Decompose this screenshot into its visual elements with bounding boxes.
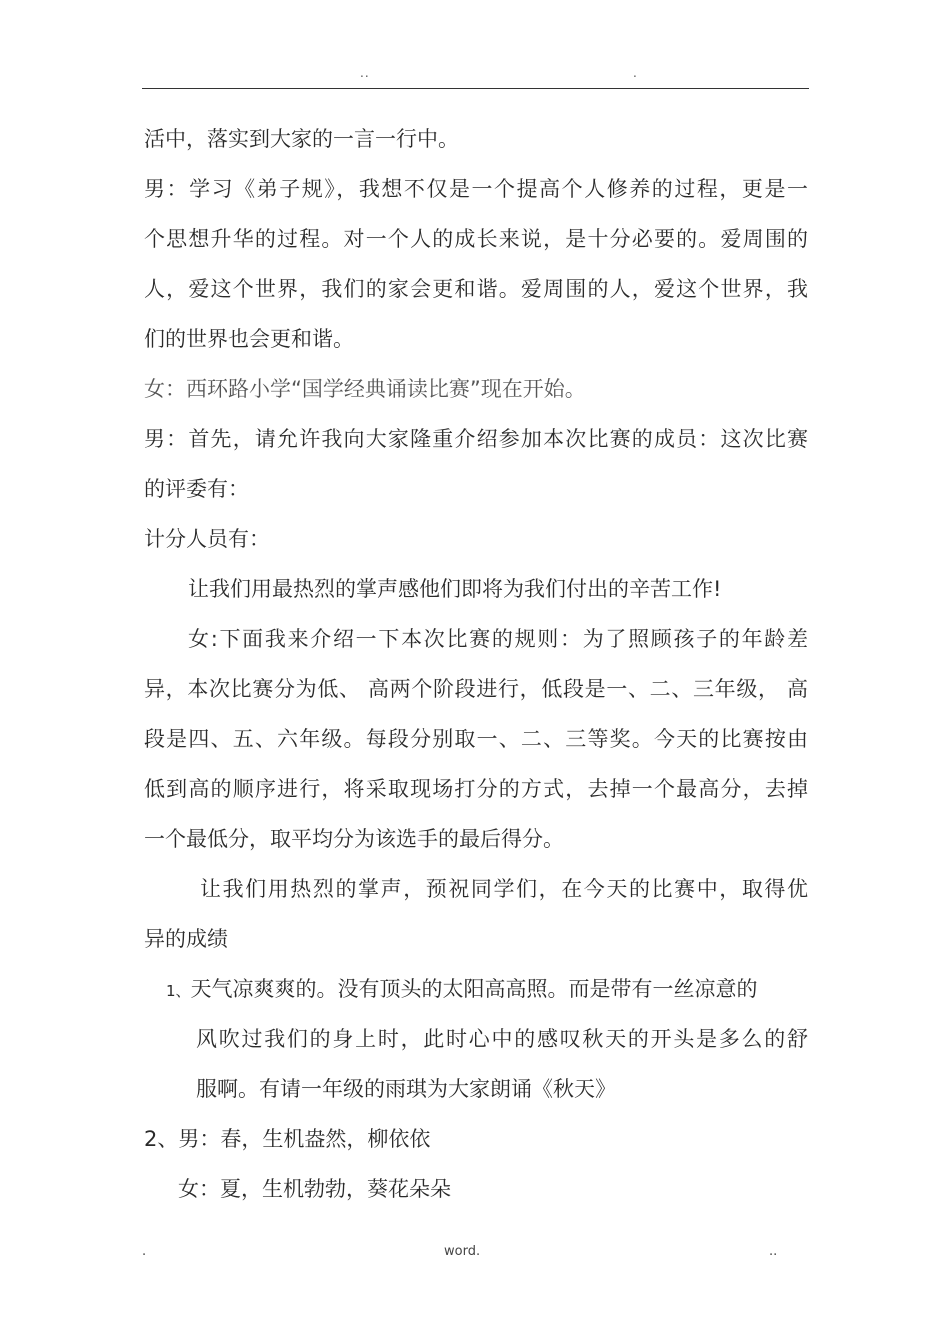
text-line: 风吹过我们的身上时，此时心中的感叹秋天的开头是多么的舒 xyxy=(196,1027,808,1051)
text-line: 们的世界也会更和谐。 xyxy=(144,327,354,351)
text-line: 段是四、五、六年级。每段分别取一、二、三等奖。今天的比赛按由 xyxy=(144,727,808,751)
text-line: 女:下面我来介绍一下本次比赛的规则：为了照顾孩子的年龄差 xyxy=(188,627,808,651)
text-line: 活中，落实到大家的一言一行中。 xyxy=(144,127,459,151)
document-body xyxy=(144,114,808,1214)
text-line: 男：首先，请允许我向大家隆重介绍参加本次比赛的成员：这次比赛 xyxy=(144,427,808,451)
header-left-mark: .. xyxy=(360,66,370,80)
text-line: 女：西环路小学“国学经典诵读比赛”现在开始。 xyxy=(144,377,586,401)
footer-center-text: word. xyxy=(444,1244,481,1259)
text-line: 女：夏，生机勃勃，葵花朵朵 xyxy=(178,1177,451,1201)
text-line: 人，爱这个世界，我们的家会更和谐。爱周围的人，爱这个世界，我 xyxy=(144,277,808,301)
page-footer xyxy=(142,1244,809,1268)
list-item xyxy=(144,964,808,1014)
text-line: 让我们用热烈的掌声，预祝同学们，在今天的比赛中，取得优 xyxy=(200,877,808,901)
text-line: 一个最低分，取平均分为该选手的最后得分。 xyxy=(144,827,564,851)
text-line: 个思想升华的过程。对一个人的成长来说，是十分必要的。爱周围的 xyxy=(144,227,808,251)
text-line: 让我们用最热烈的掌声感他们即将为我们付出的辛苦工作! xyxy=(188,577,722,601)
header-right-mark: . xyxy=(633,66,638,80)
text-line: 服啊。有请一年级的雨琪为大家朗诵《秋天》 xyxy=(196,1077,616,1101)
list-number: 1、 xyxy=(166,982,191,1000)
text-line: 异的成绩 xyxy=(144,927,228,951)
text-line: 低到高的顺序进行，将采取现场打分的方式，去掉一个最高分，去掉 xyxy=(144,777,808,801)
list-item-text: 天气凉爽爽的。没有顶头的太阳高高照。而是带有一丝凉意的 xyxy=(190,977,758,1001)
text-line: 异，本次比赛分为低、 高两个阶段进行，低段是一、二、三年级， 高 xyxy=(144,677,808,701)
text-line: 计分人员有： xyxy=(144,527,270,551)
text-line: 的评委有： xyxy=(144,477,249,501)
footer-right-mark: .. xyxy=(769,1244,778,1259)
text-line: 2、男：春，生机盎然，柳依依 xyxy=(144,1127,431,1151)
page-header xyxy=(142,60,809,89)
text-line: 男：学习《弟子规》，我想不仅是一个提高个人修养的过程，更是一 xyxy=(144,177,808,201)
footer-left-mark: . xyxy=(142,1244,147,1259)
